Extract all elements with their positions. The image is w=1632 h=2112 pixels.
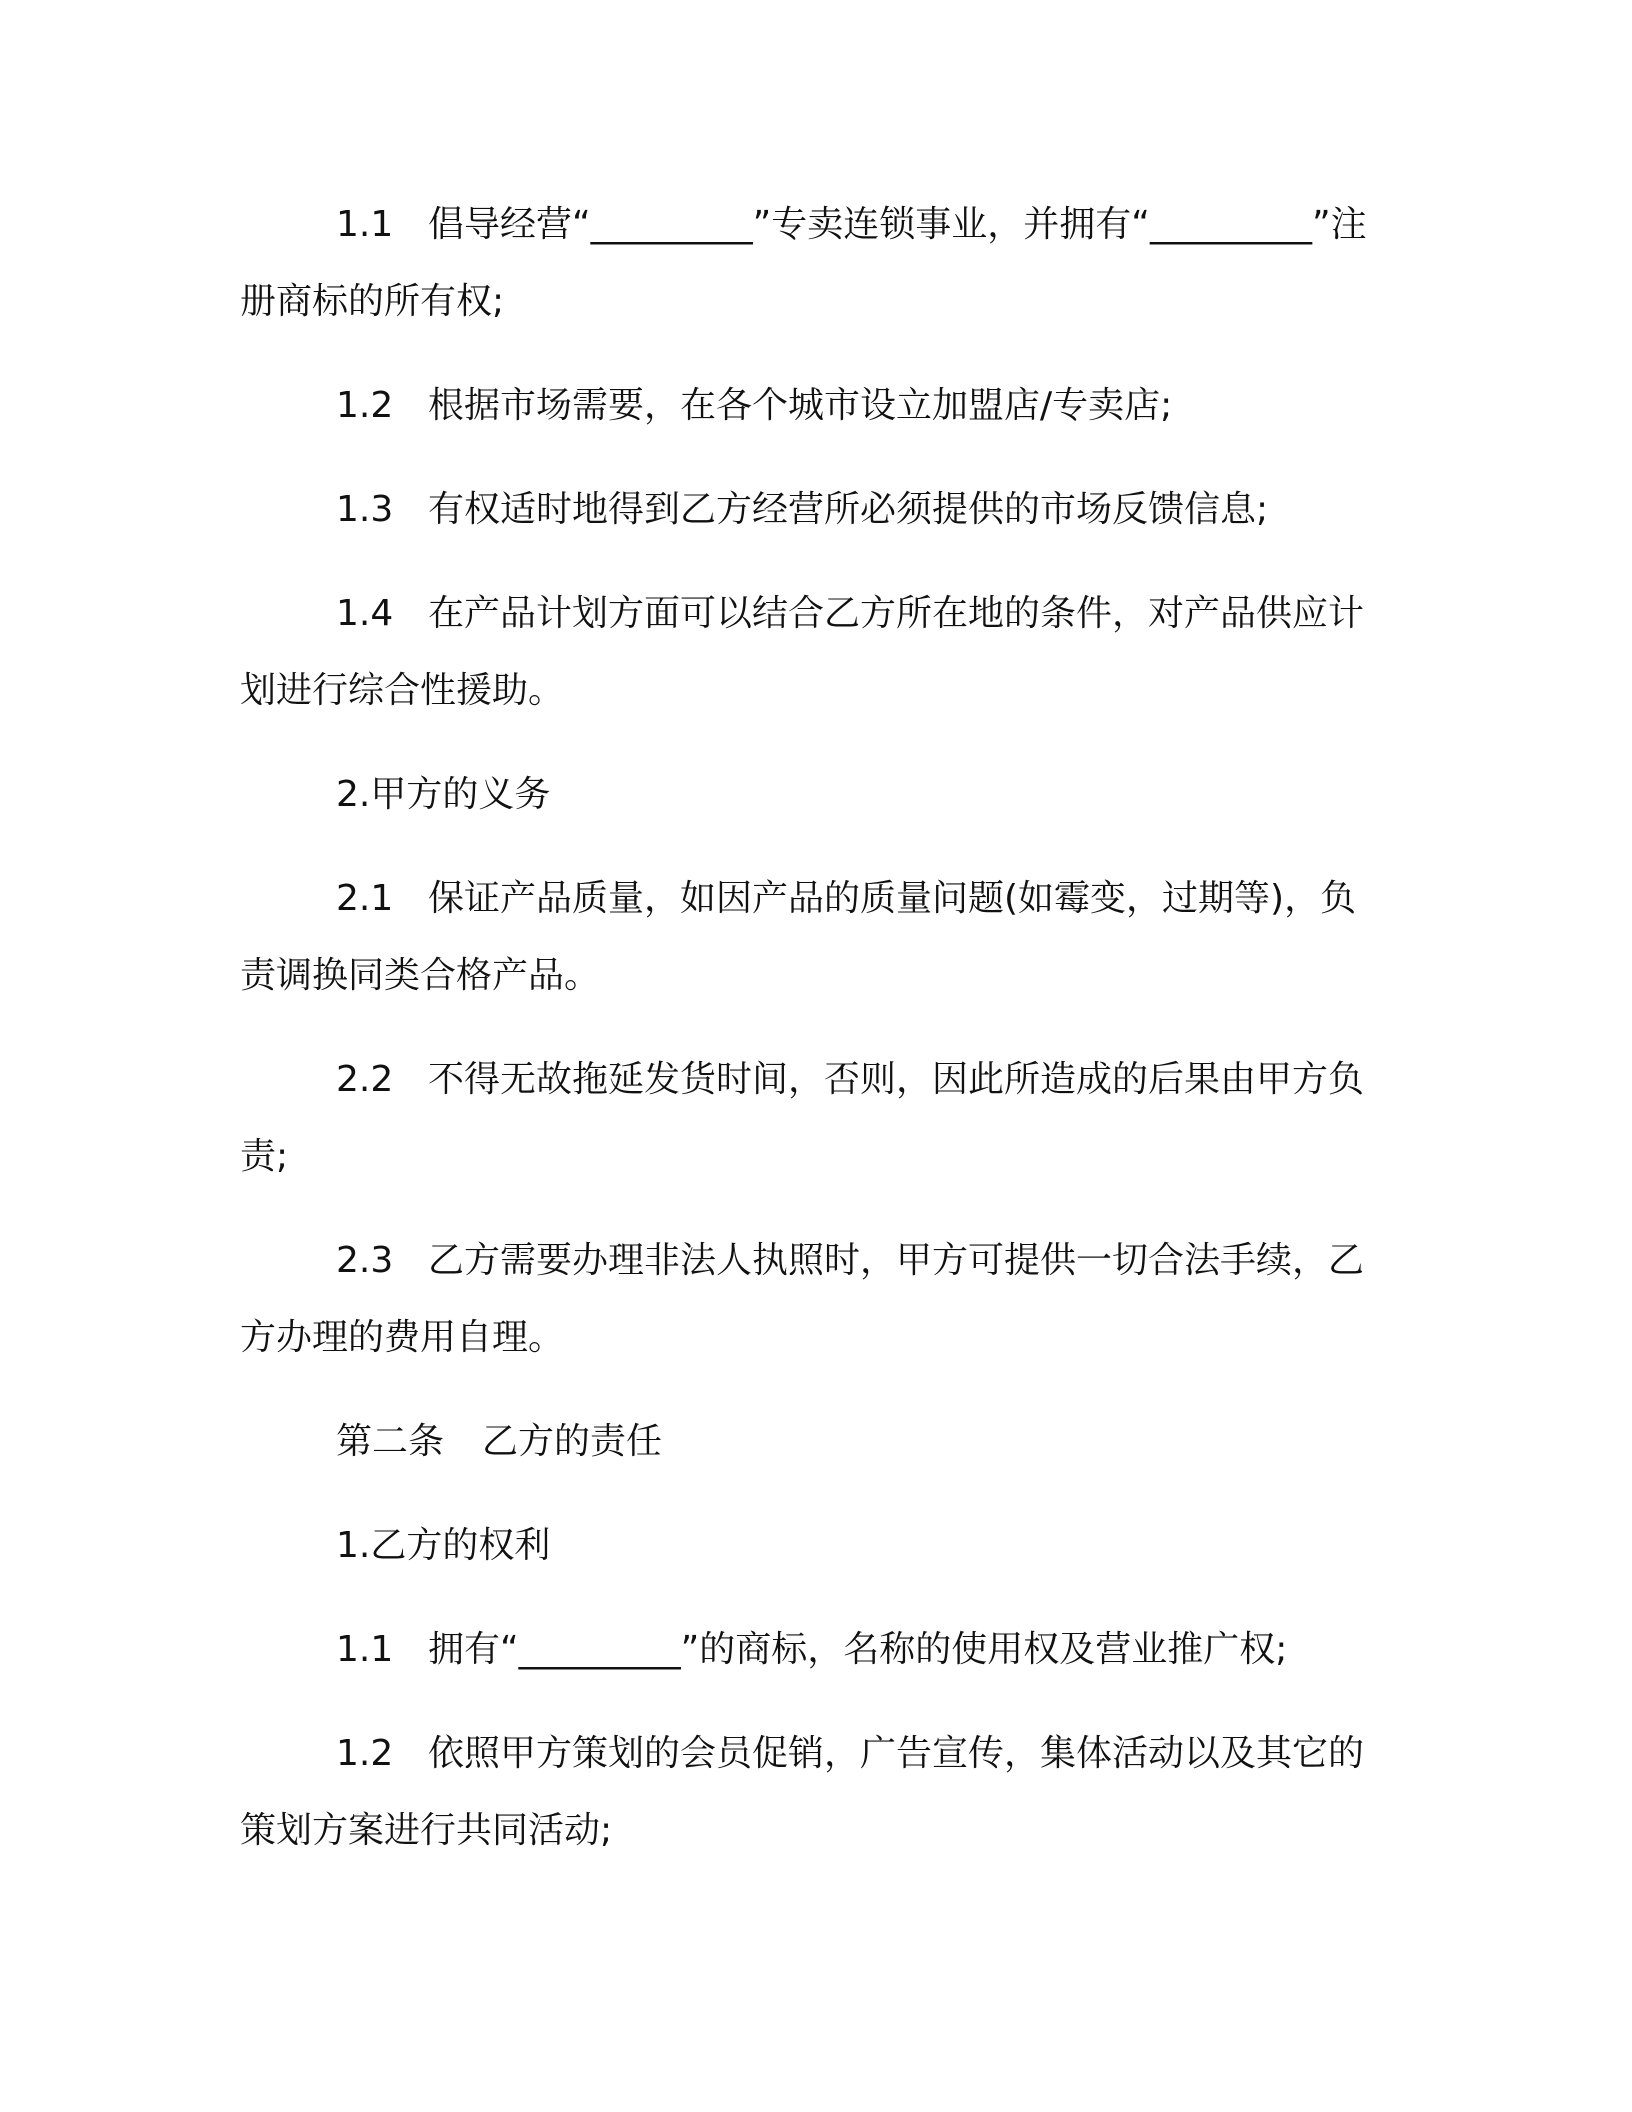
clause-number: 1.2 <box>336 385 394 426</box>
clause-number: 1.1 <box>336 1629 394 1670</box>
clause-2-3 <box>240 1222 1390 1376</box>
clause-text: 在产品计划方面可以结合乙方所在地的条件，对产品供应计划进行综合性援助。 <box>240 593 1365 711</box>
clause-2-1 <box>240 860 1390 1014</box>
article-number: 第二条 <box>336 1421 445 1462</box>
section-heading-party-a-obligations <box>240 756 1390 833</box>
clause-b-1-2 <box>240 1715 1390 1869</box>
clause-number: 2.3 <box>336 1240 394 1281</box>
clause-text: 倡导经营“_________”专卖连锁事业，并拥有“_________”注册商标的所有权; <box>240 204 1367 322</box>
clause-text: 不得无故拖延发货时间，否则，因此所造成的后果由甲方负责; <box>240 1059 1365 1177</box>
clause-number: 1.4 <box>336 593 394 634</box>
clause-number: 2.1 <box>336 878 394 919</box>
clause-1-1 <box>240 186 1390 340</box>
clause-2-2 <box>240 1041 1390 1195</box>
document-body <box>240 186 1390 1896</box>
clause-b-1-1 <box>240 1611 1390 1688</box>
section-heading-text: 2.甲方的义务 <box>336 774 551 815</box>
clause-1-4 <box>240 575 1390 729</box>
clause-1-2 <box>240 367 1390 444</box>
clause-number: 2.2 <box>336 1059 394 1100</box>
clause-text: 乙方需要办理非法人执照时，甲方可提供一切合法手续，乙方办理的费用自理。 <box>240 1240 1365 1358</box>
clause-1-3 <box>240 471 1390 548</box>
clause-number: 1.1 <box>336 204 394 245</box>
clause-number: 1.3 <box>336 489 394 530</box>
section-heading-text: 1.乙方的权利 <box>336 1525 551 1566</box>
clause-text: 拥有“_________”的商标，名称的使用权及营业推广权; <box>428 1629 1288 1670</box>
section-heading-party-b-rights <box>240 1507 1390 1584</box>
article-title: 乙方的责任 <box>482 1421 663 1462</box>
clause-text: 根据市场需要，在各个城市设立加盟店/专卖店; <box>428 385 1173 426</box>
clause-text: 有权适时地得到乙方经营所必须提供的市场反馈信息; <box>428 489 1269 530</box>
clause-number: 1.2 <box>336 1733 394 1774</box>
clause-text: 依照甲方策划的会员促销，广告宣传，集体活动以及其它的策划方案进行共同活动; <box>240 1733 1365 1851</box>
article-heading <box>240 1403 1390 1480</box>
clause-text: 保证产品质量，如因产品的质量问题(如霉变，过期等)，负责调换同类合格产品。 <box>240 878 1357 996</box>
